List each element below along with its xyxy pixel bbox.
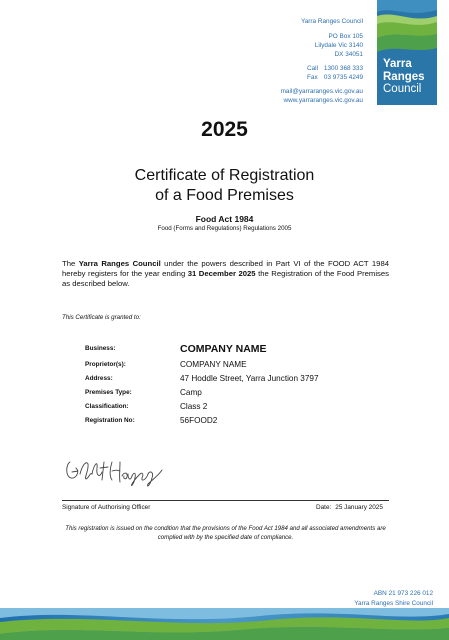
date-value: 25 January 2025 [335, 504, 383, 511]
business-label: Business: [85, 345, 116, 352]
premises-type-value: Camp [180, 388, 202, 397]
classification-value: Class 2 [180, 402, 208, 411]
granted-to-label: This Certificate is granted to: [62, 314, 141, 321]
fax-number: 03 9735 4249 [323, 74, 363, 81]
logo-line-ranges: Ranges [383, 70, 425, 83]
registration-no-label: Registration No: [85, 417, 135, 424]
address-value: 47 Hoddle Street, Yarra Junction 3797 [180, 374, 319, 383]
proprietor-label: Proprietor(s): [85, 361, 126, 368]
call-number: 1300 368 333 [323, 65, 363, 72]
proprietor-value: COMPANY NAME [180, 360, 247, 369]
statement-council: Yarra Ranges Council [78, 259, 161, 268]
classification-label: Classification: [85, 403, 129, 410]
statement-text-3: the Registration of the Food Premises as described below. [62, 269, 389, 288]
act-name: Food Act 1984 [195, 214, 254, 224]
logo-line-yarra: Yarra [383, 58, 412, 70]
address-label: Address: [85, 375, 113, 382]
signature-label: Signature of Authorising Officer [62, 504, 151, 511]
email-link[interactable]: mail@yarraranges.vic.gov.au [280, 88, 363, 95]
decorative-landscape-band [0, 608, 449, 640]
premises-type-label: Premises Type: [85, 389, 132, 396]
fax-row [281, 73, 363, 82]
statement-text-1: The [62, 259, 79, 268]
statement-date: 31 December 2025 [187, 269, 256, 278]
council-name: Yarra Ranges Council [300, 18, 363, 25]
regulations-name: Food (Forms and Regulations) Regulations 2005 [157, 225, 292, 232]
registration-statement [62, 259, 389, 289]
title-line-1: Certificate of Registration [134, 167, 315, 184]
call-label: Call [307, 65, 319, 72]
signature-line [62, 500, 389, 501]
registration-condition: This registration is issued on the condition that the provisions of the Food Act 1984 and all associated amendments are complied with by the specified date of compliance. [65, 525, 386, 541]
yarra-ranges-logo [377, 0, 437, 105]
logo-line-council: Council [383, 83, 422, 95]
call-row [281, 64, 363, 73]
certificate-year: 2025 [201, 118, 248, 141]
abn-number: ABN 21 973 226 012 [373, 590, 433, 597]
website-link[interactable]: www.yarraranges.vic.gov.au [283, 97, 363, 104]
officer-signature-image [62, 452, 172, 492]
footer-block [354, 589, 433, 609]
po-box: PO Box 105 [328, 33, 363, 40]
date-label: Date: [316, 504, 332, 511]
locality: Lilydale Vic 3140 [314, 42, 363, 49]
council-contact-block [281, 17, 363, 105]
footer-council-name: Yarra Ranges Shire Council [354, 600, 433, 607]
dx-number: DX 34051 [334, 51, 363, 58]
title-line-2: of a Food Premises [155, 187, 294, 204]
business-value: COMPANY NAME [180, 343, 267, 355]
registration-no-value: 56FOOD2 [180, 416, 218, 425]
certificate-title [0, 166, 449, 206]
signature-date [316, 504, 383, 511]
statement-text-2: under the powers described in Part VI of the FOOD ACT 1984 hereby registers for the year ending [62, 259, 389, 278]
fax-label: Fax [307, 74, 318, 81]
logo-text [383, 58, 425, 96]
